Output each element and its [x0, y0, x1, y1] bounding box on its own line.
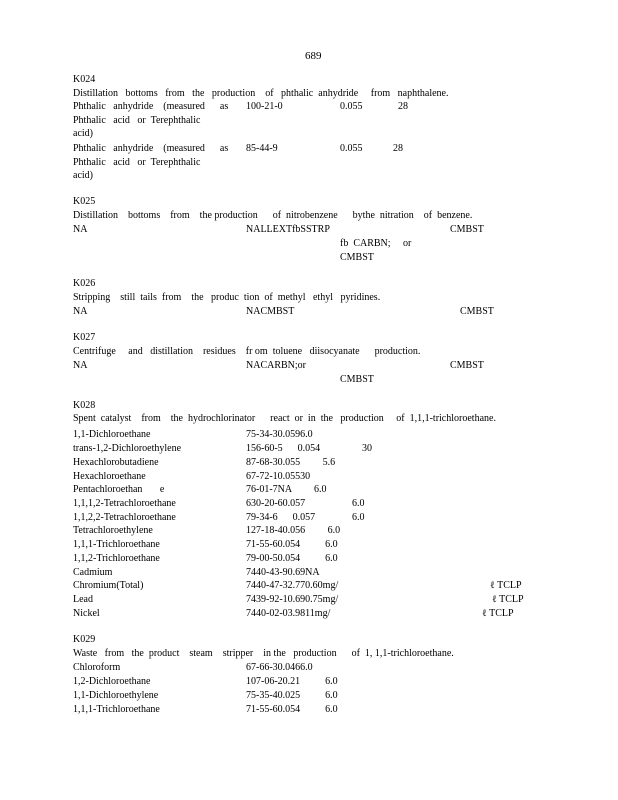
waste-code-k027: K027 — [73, 332, 96, 343]
k025-standard: NALLEXTfbSSTRP — [246, 224, 330, 235]
k028-row-name: Lead — [73, 594, 93, 605]
k028-row-values: 7440-47-32.770.60mg/ — [246, 580, 339, 591]
k025-description: Distillation bottoms from the production of nitrobenzene bythe nitration of benzene. — [73, 210, 473, 221]
k028-row-name: Cadmium — [73, 567, 113, 578]
k024-row1-value1: 0.055 — [340, 101, 363, 112]
k028-row-values: 7440-02-03.9811mg/ — [246, 608, 331, 619]
k028-row-name: 1,1,1,2-Tetrachloroethane — [73, 498, 176, 509]
k024-row2-name-cont: Phthalic acid or Terephthalic — [73, 157, 201, 168]
k028-row-name: 1,1-Dichloroethane — [73, 429, 151, 440]
k028-row-values: 7439-92-10.690.75mg/ — [246, 594, 339, 605]
k029-description: Waste from the product steam stripper in the production of 1, 1,1-trichloroethane. — [73, 648, 454, 659]
k028-row-values: 71-55-60.054 6.0 — [246, 539, 338, 550]
k026-standard: NACMBST — [246, 306, 295, 317]
k024-row2-value1: 0.055 — [340, 143, 363, 154]
k029-row-values: 75-35-40.025 6.0 — [246, 690, 338, 701]
waste-code-k026: K026 — [73, 278, 96, 289]
k027-standard-cont: CMBST — [340, 374, 374, 385]
k025-standard-cont2: CMBST — [340, 252, 374, 263]
k028-description: Spent catalyst from the hydrochlorinator react or in the production of 1,1,1-trichloroethane. — [73, 413, 496, 424]
k027-standard: NACARBN;or — [246, 360, 307, 371]
k028-row-values: 67-72-10.05530 — [246, 471, 311, 482]
k027-description: Centrifuge and distillation residues fr om toluene diisocyanate production. — [73, 346, 421, 357]
k026-description: Stripping still tails from the produc tion of methyl ethyl pyridines. — [73, 292, 381, 303]
k028-row-extra: 6.0 — [352, 498, 365, 509]
k029-row-values: 71-55-60.054 6.0 — [246, 704, 338, 715]
k024-row1-name-cont: Phthalic acid or Terephthalic — [73, 115, 201, 126]
k024-row2-name-cont2: acid) — [73, 170, 93, 181]
k028-row-values: 76-01-7NA 6.0 — [246, 484, 327, 495]
waste-code-k025: K025 — [73, 196, 96, 207]
k028-row-name: Hexachloroethane — [73, 471, 146, 482]
k024-row1-value2: 28 — [398, 101, 408, 112]
k028-row-values: 75-34-30.0596.0 — [246, 429, 313, 440]
waste-code-k029: K029 — [73, 634, 96, 645]
k028-row-values: 156-60-5 0.054 — [246, 443, 321, 454]
k027-na: NA — [73, 360, 88, 371]
k028-row-extra: 6.0 — [352, 512, 365, 523]
waste-code-k024: K024 — [73, 74, 96, 85]
k024-row1-name-cont2: acid) — [73, 128, 93, 139]
k028-row-extra: ℓ TCLP — [490, 580, 522, 591]
k028-row-values: 87-68-30.055 5.6 — [246, 457, 336, 468]
k028-row-extra: 30 — [362, 443, 372, 454]
k024-row2-value2: 28 — [393, 143, 403, 154]
k024-row2-cas: 85-44-9 — [246, 143, 278, 154]
k028-row-values: 127-18-40.056 6.0 — [246, 525, 341, 536]
k028-row-extra: ℓ TCLP — [492, 594, 524, 605]
k029-row-name: Chloroform — [73, 662, 121, 673]
k028-row-values: 7440-43-90.69NA — [246, 567, 320, 578]
waste-code-k028: K028 — [73, 400, 96, 411]
k027-method: CMBST — [450, 360, 484, 371]
k028-row-values: 630-20-60.057 — [246, 498, 306, 509]
k025-method: CMBST — [450, 224, 484, 235]
k024-description: Distillation bottoms from the production of phthalic anhydride from naphthalene. — [73, 88, 449, 99]
k025-na: NA — [73, 224, 88, 235]
k028-row-extra: ℓ TCLP — [482, 608, 514, 619]
k028-row-name: Chromium(Total) — [73, 580, 144, 591]
k029-row-name: 1,1-Dichloroethylene — [73, 690, 159, 701]
k029-row-name: 1,1,1-Trichloroethane — [73, 704, 160, 715]
k025-standard-cont: fb CARBN; or — [340, 238, 412, 249]
k028-row-name: Tetrachloroethylene — [73, 525, 153, 536]
k028-row-name: Pentachloroethan e — [73, 484, 165, 495]
page-number: 689 — [305, 50, 322, 62]
k028-row-name: 1,1,2-Trichloroethane — [73, 553, 160, 564]
k029-row-name: 1,2-Dichloroethane — [73, 676, 151, 687]
k028-row-name: trans-1,2-Dichloroethylene — [73, 443, 182, 454]
k028-row-values: 79-00-50.054 6.0 — [246, 553, 338, 564]
k028-row-name: 1,1,2,2-Tetrachloroethane — [73, 512, 176, 523]
k028-row-values: 79-34-6 0.057 — [246, 512, 316, 523]
k028-row-name: 1,1,1-Trichloroethane — [73, 539, 160, 550]
k029-row-values: 67-66-30.0466.0 — [246, 662, 313, 673]
k028-row-name: Hexachlorobutadiene — [73, 457, 159, 468]
k026-na: NA — [73, 306, 88, 317]
k028-row-name: Nickel — [73, 608, 100, 619]
k026-method: CMBST — [460, 306, 494, 317]
k024-row1-name: Phthalic anhydride (measured as — [73, 101, 229, 112]
k024-row1-cas: 100-21-0 — [246, 101, 283, 112]
k029-row-values: 107-06-20.21 6.0 — [246, 676, 338, 687]
k024-row2-name: Phthalic anhydride (measured as — [73, 143, 229, 154]
